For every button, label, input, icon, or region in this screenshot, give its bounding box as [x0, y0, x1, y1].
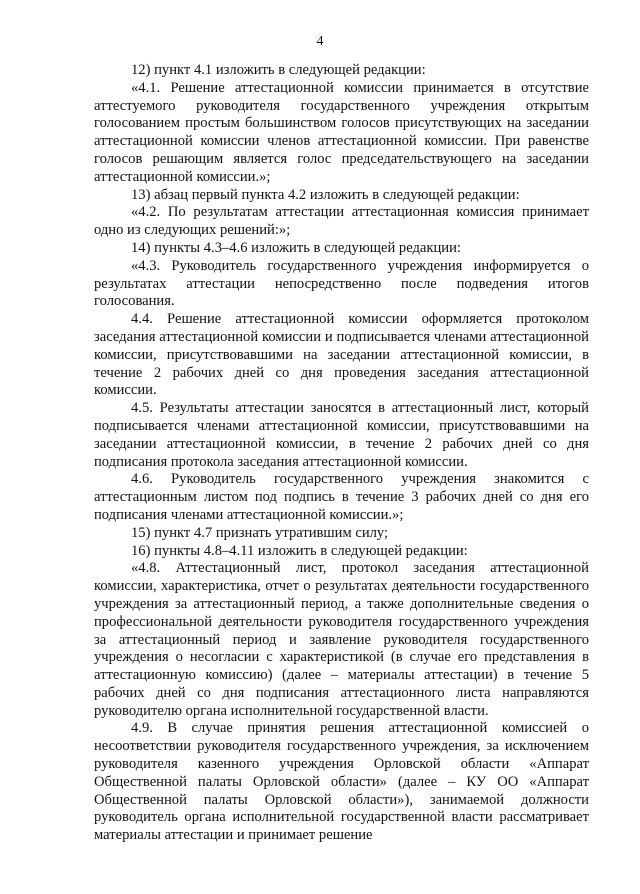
paragraph-clause-4-3: «4.3. Руководитель государственного учреждения информируется о результатах аттестации непосредственно после подведения итогов голосования. — [94, 257, 589, 310]
paragraph-clause-4-5: 4.5. Результаты аттестации заносятся в аттестационный лист, который подписывается членами аттестационной комиссии, присутствовавшими на заседании аттестационной комиссии, в течение 2 рабочих дней со дня подписания протокола заседания аттестационной комиссии. — [94, 400, 589, 470]
paragraph-clause-4-1: «4.1. Решение аттестационной комиссии принимается в отсутствие аттестуемого руководителя государственного учреждения открытым голосованием простым большинством голосов присутствующих на заседании аттестационной комиссии членов аттестационной комиссии. При равенстве голосов решающим является голос председательствующего на заседании аттестационной комиссии.»; — [94, 79, 589, 185]
paragraph-item-13: 13) абзац первый пункта 4.2 изложить в следующей редакции: — [131, 186, 520, 203]
document-body — [94, 62, 589, 845]
paragraph-item-14: 14) пункты 4.3–4.6 изложить в следующей редакции: — [131, 239, 461, 256]
paragraph-item-15: 15) пункт 4.7 признать утратившим силу; — [131, 524, 389, 541]
paragraph-clause-4-6: 4.6. Руководитель государственного учреждения знакомится с аттестационным листом под подпись в течение 3 рабочих дней со дня его подписания членами аттестационной комиссии.»; — [94, 471, 589, 523]
paragraph-clause-4-8: «4.8. Аттестационный лист, протокол заседания аттестационной комиссии, характеристика, отчет о результатах деятельности государственного учреждения за аттестационный период, а также дополнительные сведения о профессиональной деятельности руководителя государственного учреждения за аттестационный период и заявление руководителя государственного учреждения о несогласии с характеристикой (в случае его представления в аттестационную комиссию) (далее – материалы аттестации) в течение 5 рабочих дней со дня подписания аттестационного листа направляются руководителю органа исполнительной государственной власти. — [94, 560, 589, 719]
paragraph-clause-4-4: 4.4. Решение аттестационной комиссии оформляется протоколом заседания аттестационной комиссии и подписывается членами аттестационной комиссии, присутствовавшими на заседании аттестационной комиссии, в течение 2 рабочих дней со дня проведения заседания аттестационной комиссии. — [94, 311, 589, 399]
page-number: 4 — [316, 34, 324, 49]
paragraph-clause-4-2: «4.2. По результатам аттестации аттестационная комиссия принимает одно из следующих решений:»; — [94, 204, 589, 239]
paragraph-item-12: 12) пункт 4.1 изложить в следующей редакции: — [131, 62, 426, 78]
paragraph-item-16: 16) пункты 4.8–4.11 изложить в следующей редакции: — [131, 542, 468, 559]
paragraph-clause-4-9: 4.9. В случае принятия решения аттестационной комиссией о несоответствии руководителя государственного учреждения, за исключением руководителя казенного учреждения Орловской области «Аппарат Общественной палаты Орловской области» (далее – КУ ОО «Аппарат Общественной палаты Орловской области»), занимаемой должности руководитель органа исполнительной государственной власти рассматривает материалы аттестации и принимает решение — [94, 720, 589, 844]
